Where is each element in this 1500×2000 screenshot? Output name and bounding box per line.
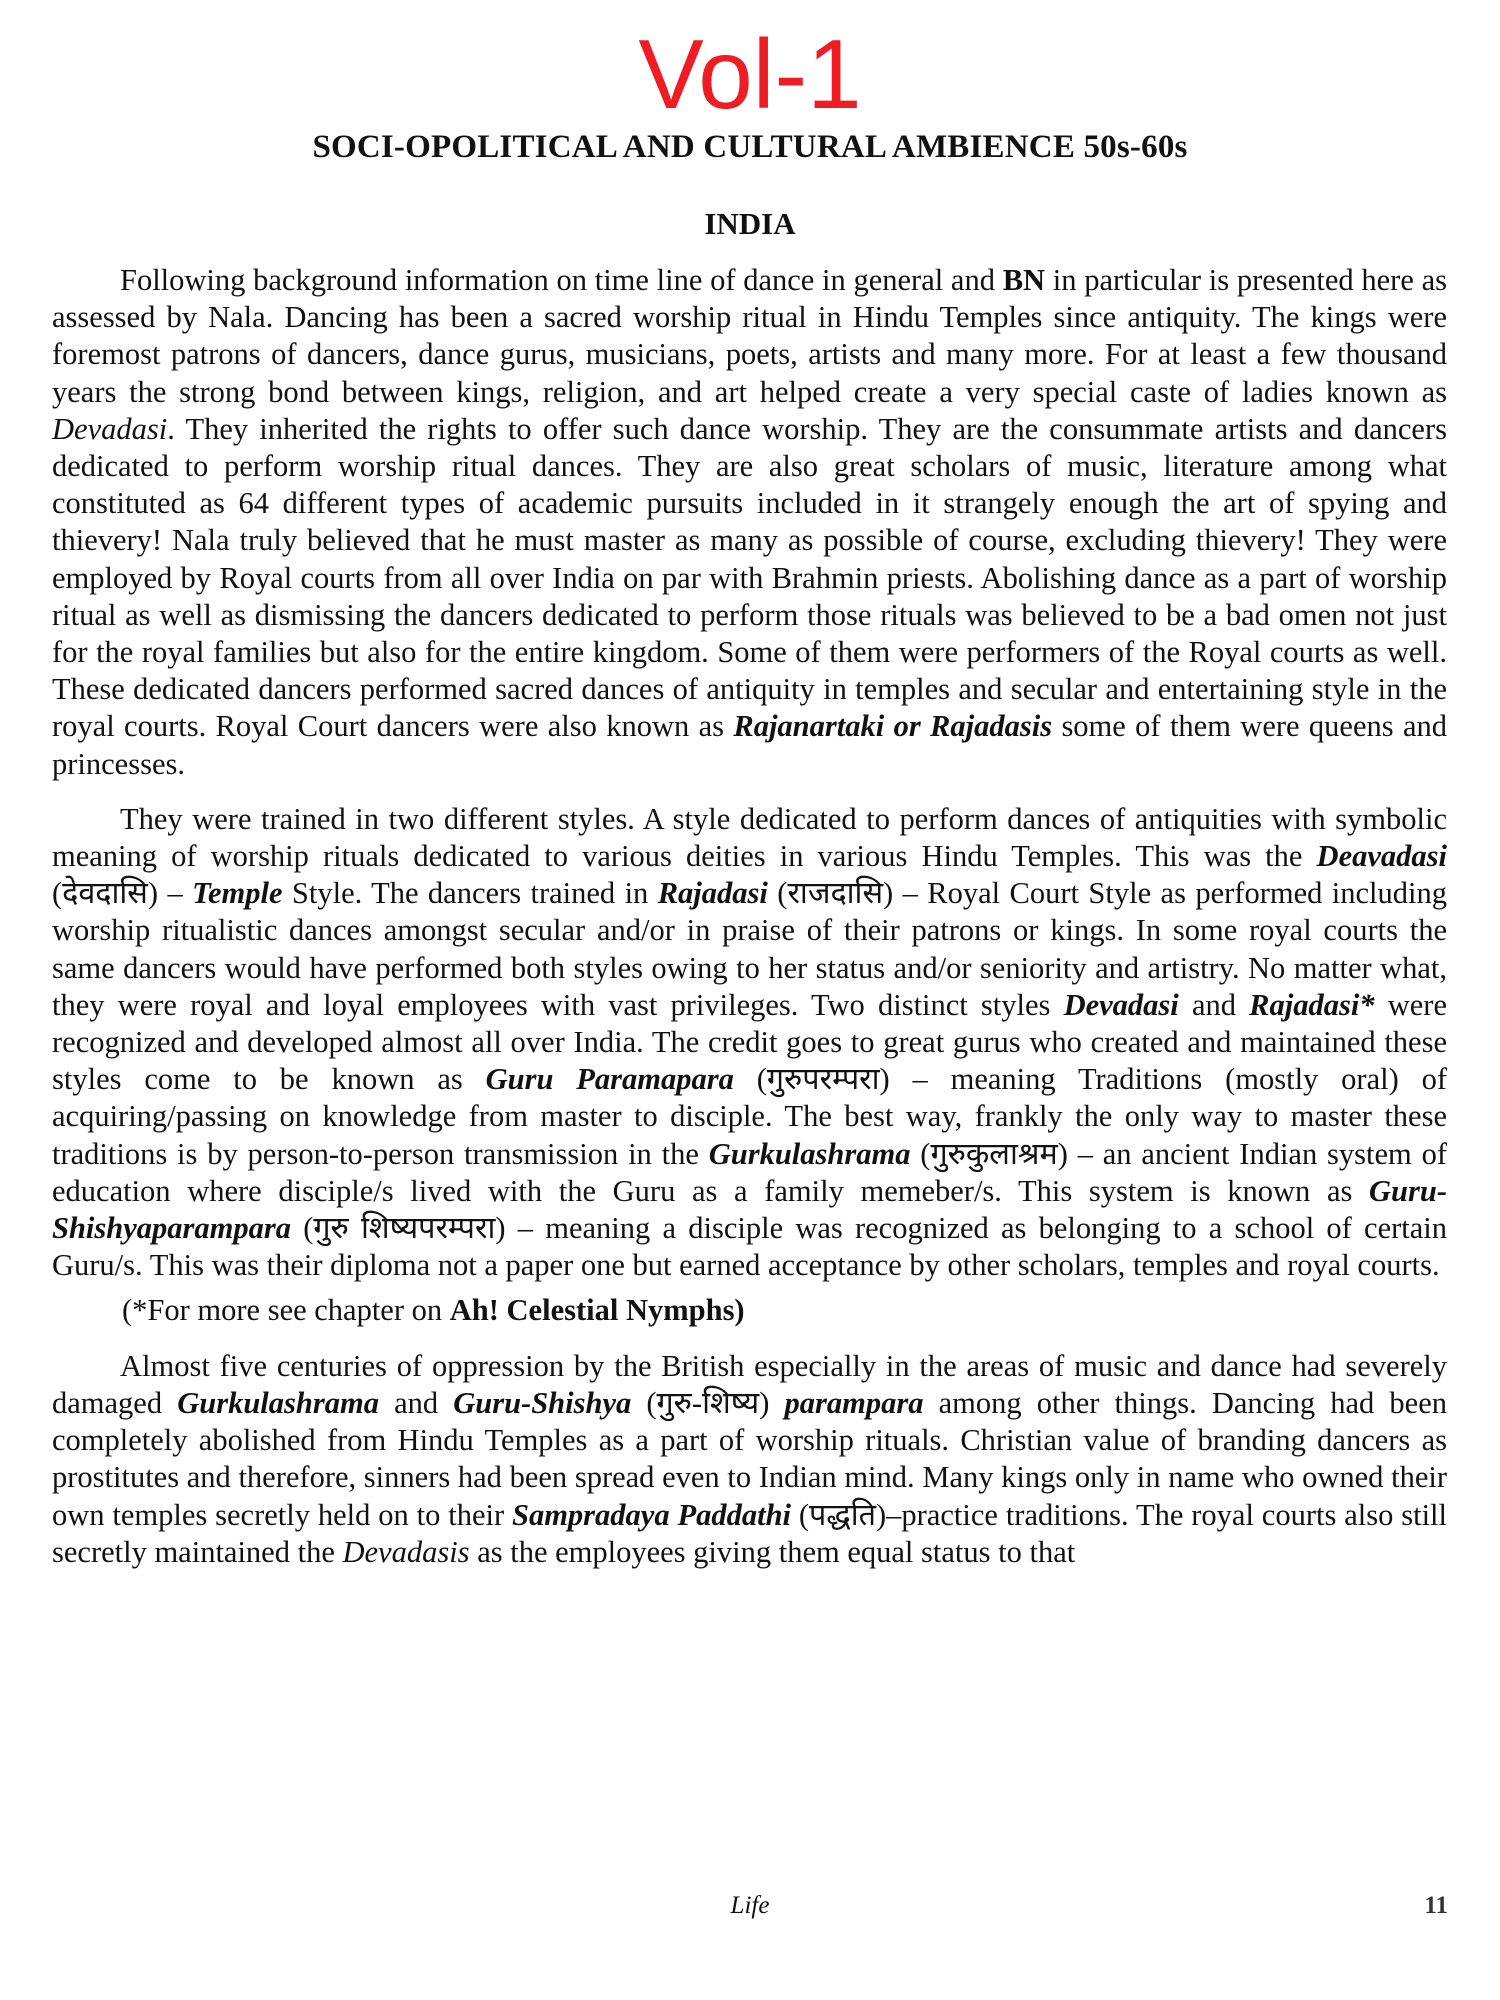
- text-run: . They inherited the rights to offer such dance worship. They are the consummate artists and dancers dedicated to perform worship ritual dances. They are also great scholars of music, literature among what constituted as 64 different types of academic pursuits included in it strangely enough the art of spying and thievery! Nala truly believed that he must master as many as possible of course, excluding thievery! They were employed by Royal courts from all over India on par with Brahmin priests. Abolishing dance as a part of worship ritual as well as dismissing the dancers dedicated to perform those rituals was believed to be a bad omen not just for the royal families but also for the entire kingdom. Some of them were performers of the Royal courts as well. These dedicated dancers performed sacred dances of antiquity in temples and secular and entertaining style in the royal courts. Royal Court dancers were also known as: [52, 411, 1447, 744]
- text-run: (गुरु शिष्यपरम्परा) – meaning a disciple was recognized as belonging to a school of certain Guru/s. This was their diploma not a paper one but earned acceptance by other scholars, temples and royal courts.: [52, 1211, 1447, 1283]
- text-run: Guru Paramapara: [485, 1062, 734, 1097]
- text-run: (गुरु-शिष्य): [631, 1385, 785, 1420]
- text-run: Deavadasi: [1316, 839, 1447, 874]
- text-run: Rajanartaki or Rajadasis: [733, 709, 1053, 744]
- text-run: Ah! Celestial Nymphs): [449, 1293, 745, 1328]
- text-run: Devadasi: [52, 411, 168, 446]
- text-run: Style. The dancers trained in: [282, 876, 658, 911]
- footer-running-title: Life: [730, 1892, 770, 1919]
- text-run: Almost five centuries of oppression by the British especially in the areas of music and dance had severely damaged: [52, 1348, 1447, 1420]
- text-run: They were trained in two different styles. A style dedicated to perform dances of antiquities with symbolic meaning of worship rituals dedicated to various deities in various Hindu Temples. This was the: [52, 801, 1447, 874]
- text-run: some of them were queens and princesses.: [52, 709, 1447, 781]
- text-run: (पद्धति)–practice traditions. The royal courts also still secretly maintained the: [52, 1497, 1447, 1569]
- footnote-reference: [52, 1292, 1447, 1329]
- text-run: Gurkulashrama: [177, 1385, 379, 1420]
- text-run: Rajadasi: [657, 876, 768, 911]
- text-run: were recognized and developed almost all over India. The credit goes to great gurus who created and maintained these styles come to be known as: [52, 987, 1447, 1097]
- text-run: as the employees giving them equal status to that: [469, 1534, 1076, 1569]
- text-run: Rajadasi*: [1249, 987, 1375, 1022]
- paragraph-3: [52, 1348, 1447, 1571]
- text-run: parampara: [784, 1385, 924, 1420]
- section-heading: INDIA: [704, 206, 796, 241]
- text-run: and: [1178, 987, 1250, 1022]
- text-run: BN: [1002, 263, 1046, 297]
- page-title: SOCI-OPOLITICAL AND CULTURAL AMBIENCE 50s-60s: [312, 129, 1188, 165]
- text-run: Devadasi: [1063, 987, 1179, 1022]
- text-run: Sampradaya Paddathi: [512, 1497, 792, 1532]
- text-run: in particular is presented here as assessed by Nala. Dancing has been a sacred worship ritual in Hindu Temples since antiquity. The kings were foremost patrons of dancers, dance gurus, musicians, poets, artists and many more. For at least a few thousand years the strong bond between kings, religion, and art helped create a very special caste of ladies known as: [52, 263, 1447, 409]
- text-run: Gurkulashrama: [708, 1136, 911, 1171]
- paragraph-2: [52, 801, 1447, 1285]
- text-run: (गुरुकुलाश्रम) – an ancient Indian system of education where disciple/s lived with the Guru as a family memeber/s. This system is known as: [52, 1136, 1447, 1208]
- text-run: and: [378, 1385, 454, 1420]
- text-run: (राजदासि) – Royal Court Style as performed including worship ritualistic dances amongst secular and/or in praise of their patrons or kings. In some royal courts the same dancers would have performed both styles owing to her status and/or seniority and artistry. No matter what, they were royal and loyal employees with vast privileges. Two distinct styles: [52, 876, 1447, 1022]
- text-run: Guru-Shishya: [453, 1385, 632, 1420]
- page-number: 11: [1424, 1892, 1448, 1919]
- text-run: among other things. Dancing had been completely abolished from Hindu Temples as a part of worship rituals. Christian value of branding dancers as prostitutes and therefore, sinners had been spread even to Indian mind. Many kings only in name who owned their own temples secretly held on to their: [52, 1385, 1447, 1532]
- text-run: (देवदासि) –: [52, 876, 193, 911]
- paragraph-1: [52, 262, 1447, 783]
- text-run: Guru-Shishyaparampara: [52, 1173, 1447, 1246]
- text-run: Temple: [192, 876, 283, 911]
- volume-label: Vol-1: [638, 19, 862, 129]
- text-run: (गुरुपरम्परा) – meaning Traditions (mostly oral) of acquiring/passing on knowledge from master to disciple. The best way, frankly the only way to master these traditions is by person-to-person transmission in the: [52, 1062, 1447, 1171]
- text-run: (*For more see chapter on: [122, 1293, 450, 1328]
- body-text: [52, 262, 1447, 1571]
- text-run: Devadasis: [342, 1534, 470, 1569]
- text-run: Following background information on time line of dance in general and: [120, 263, 1003, 297]
